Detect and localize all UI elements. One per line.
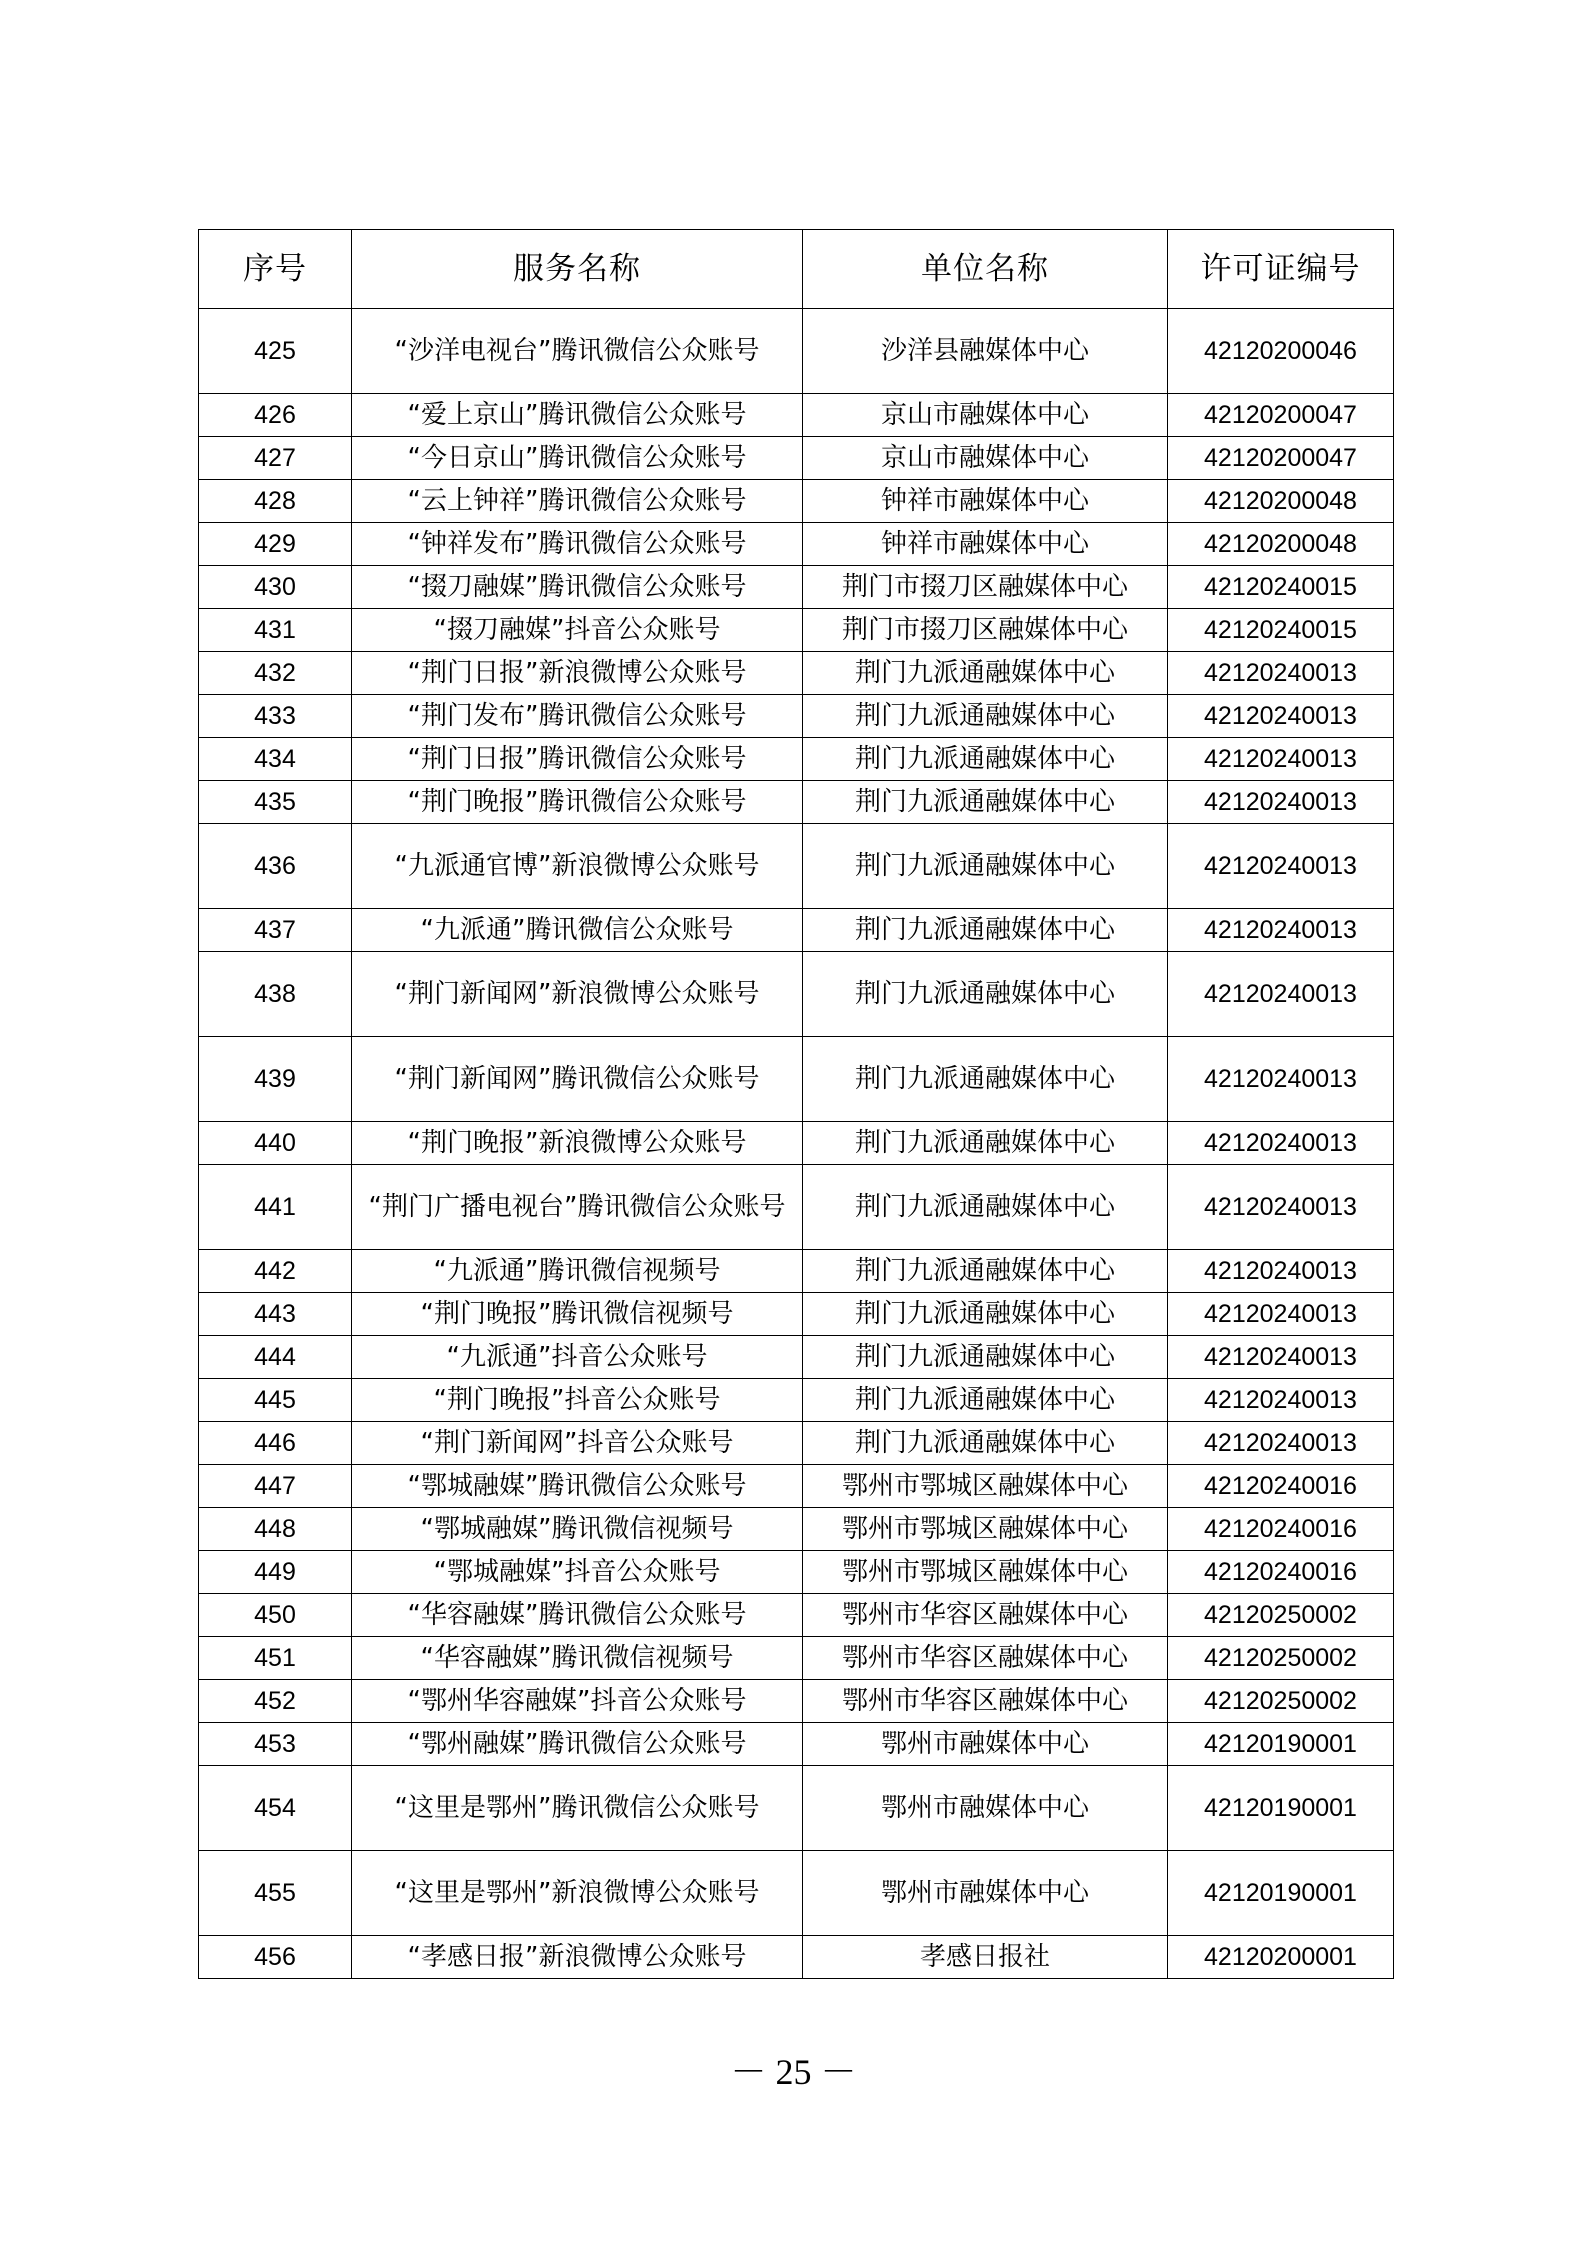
row-license-number: 42120240013 — [1168, 909, 1394, 952]
row-service-name: “这里是鄂州”新浪微博公众账号 — [352, 1851, 803, 1936]
table-row — [199, 309, 1394, 394]
row-license-number: 42120240013 — [1168, 1336, 1394, 1379]
row-unit-name: 鄂州市鄂城区融媒体中心 — [803, 1465, 1168, 1508]
table-row — [199, 695, 1394, 738]
row-serial-number: 437 — [199, 909, 352, 952]
row-serial-number: 449 — [199, 1551, 352, 1594]
table-row — [199, 1037, 1394, 1122]
table-row — [199, 1422, 1394, 1465]
table-row — [199, 523, 1394, 566]
row-serial-number: 428 — [199, 480, 352, 523]
row-service-name: “荆门日报”腾讯微信公众账号 — [352, 738, 803, 781]
table-row — [199, 394, 1394, 437]
row-service-name: “这里是鄂州”腾讯微信公众账号 — [352, 1766, 803, 1851]
row-license-number: 42120240013 — [1168, 738, 1394, 781]
row-serial-number: 435 — [199, 781, 352, 824]
table-row — [199, 1465, 1394, 1508]
row-unit-name: 荆门九派通融媒体中心 — [803, 781, 1168, 824]
table-row — [199, 1250, 1394, 1293]
row-license-number: 42120240016 — [1168, 1508, 1394, 1551]
table-row — [199, 1551, 1394, 1594]
row-serial-number: 444 — [199, 1336, 352, 1379]
row-license-number: 42120240015 — [1168, 609, 1394, 652]
row-license-number: 42120240013 — [1168, 1037, 1394, 1122]
row-serial-number: 453 — [199, 1723, 352, 1766]
table-row — [199, 1293, 1394, 1336]
row-service-name: “钟祥发布”腾讯微信公众账号 — [352, 523, 803, 566]
row-unit-name: 钟祥市融媒体中心 — [803, 480, 1168, 523]
row-license-number: 42120250002 — [1168, 1594, 1394, 1637]
row-serial-number: 442 — [199, 1250, 352, 1293]
row-serial-number: 446 — [199, 1422, 352, 1465]
row-unit-name: 荆门九派通融媒体中心 — [803, 1122, 1168, 1165]
row-license-number: 42120190001 — [1168, 1723, 1394, 1766]
row-unit-name: 京山市融媒体中心 — [803, 437, 1168, 480]
service-license-table — [198, 229, 1394, 1979]
row-unit-name: 鄂州市融媒体中心 — [803, 1766, 1168, 1851]
table-row — [199, 1637, 1394, 1680]
row-service-name: “沙洋电视台”腾讯微信公众账号 — [352, 309, 803, 394]
row-service-name: “荆门晚报”新浪微博公众账号 — [352, 1122, 803, 1165]
table-row — [199, 1723, 1394, 1766]
row-service-name: “荆门晚报”腾讯微信公众账号 — [352, 781, 803, 824]
header-service-name: 服务名称 — [352, 230, 803, 309]
row-unit-name: 京山市融媒体中心 — [803, 394, 1168, 437]
table-row — [199, 1936, 1394, 1979]
row-service-name: “云上钟祥”腾讯微信公众账号 — [352, 480, 803, 523]
table-row — [199, 609, 1394, 652]
table-row — [199, 1508, 1394, 1551]
row-unit-name: 荆门九派通融媒体中心 — [803, 1379, 1168, 1422]
row-serial-number: 434 — [199, 738, 352, 781]
row-unit-name: 孝感日报社 — [803, 1936, 1168, 1979]
table-row — [199, 781, 1394, 824]
row-service-name: “华容融媒”腾讯微信公众账号 — [352, 1594, 803, 1637]
row-service-name: “鄂城融媒”腾讯微信公众账号 — [352, 1465, 803, 1508]
row-service-name: “荆门晚报”腾讯微信视频号 — [352, 1293, 803, 1336]
row-service-name: “九派通”抖音公众账号 — [352, 1336, 803, 1379]
row-unit-name: 鄂州市融媒体中心 — [803, 1851, 1168, 1936]
row-license-number: 42120240016 — [1168, 1551, 1394, 1594]
row-service-name: “鄂城融媒”抖音公众账号 — [352, 1551, 803, 1594]
row-license-number: 42120240013 — [1168, 1122, 1394, 1165]
table-row — [199, 1336, 1394, 1379]
table-row — [199, 952, 1394, 1037]
row-license-number: 42120240013 — [1168, 652, 1394, 695]
row-unit-name: 荆门九派通融媒体中心 — [803, 1165, 1168, 1250]
row-license-number: 42120240013 — [1168, 1250, 1394, 1293]
row-service-name: “孝感日报”新浪微博公众账号 — [352, 1936, 803, 1979]
row-service-name: “荆门日报”新浪微博公众账号 — [352, 652, 803, 695]
table-row — [199, 1594, 1394, 1637]
row-unit-name: 荆门九派通融媒体中心 — [803, 824, 1168, 909]
table-row — [199, 1766, 1394, 1851]
row-serial-number: 455 — [199, 1851, 352, 1936]
row-serial-number: 430 — [199, 566, 352, 609]
row-unit-name: 荆门九派通融媒体中心 — [803, 652, 1168, 695]
row-license-number: 42120240013 — [1168, 1293, 1394, 1336]
row-serial-number: 439 — [199, 1037, 352, 1122]
row-unit-name: 荆门九派通融媒体中心 — [803, 1336, 1168, 1379]
row-license-number: 42120240013 — [1168, 1165, 1394, 1250]
table-body — [199, 309, 1394, 1979]
row-license-number: 42120190001 — [1168, 1851, 1394, 1936]
row-service-name: “九派通官博”新浪微博公众账号 — [352, 824, 803, 909]
page-number: － 25 － — [730, 2052, 857, 2092]
row-serial-number: 447 — [199, 1465, 352, 1508]
row-license-number: 42120240013 — [1168, 952, 1394, 1037]
row-unit-name: 荆门市掇刀区融媒体中心 — [803, 609, 1168, 652]
table-row — [199, 824, 1394, 909]
table-row — [199, 1680, 1394, 1723]
row-unit-name: 鄂州市华容区融媒体中心 — [803, 1594, 1168, 1637]
row-serial-number: 425 — [199, 309, 352, 394]
row-serial-number: 452 — [199, 1680, 352, 1723]
row-service-name: “掇刀融媒”腾讯微信公众账号 — [352, 566, 803, 609]
row-serial-number: 456 — [199, 1936, 352, 1979]
row-service-name: “荆门新闻网”腾讯微信公众账号 — [352, 1037, 803, 1122]
row-serial-number: 433 — [199, 695, 352, 738]
row-license-number: 42120240013 — [1168, 1422, 1394, 1465]
row-unit-name: 钟祥市融媒体中心 — [803, 523, 1168, 566]
row-service-name: “荆门晚报”抖音公众账号 — [352, 1379, 803, 1422]
row-unit-name: 荆门市掇刀区融媒体中心 — [803, 566, 1168, 609]
table-row — [199, 1379, 1394, 1422]
row-serial-number: 427 — [199, 437, 352, 480]
row-license-number: 42120200047 — [1168, 394, 1394, 437]
row-serial-number: 454 — [199, 1766, 352, 1851]
row-service-name: “掇刀融媒”抖音公众账号 — [352, 609, 803, 652]
row-service-name: “华容融媒”腾讯微信视频号 — [352, 1637, 803, 1680]
row-serial-number: 438 — [199, 952, 352, 1037]
table-row — [199, 1851, 1394, 1936]
row-serial-number: 451 — [199, 1637, 352, 1680]
row-license-number: 42120200047 — [1168, 437, 1394, 480]
table-row — [199, 437, 1394, 480]
row-unit-name: 鄂州市融媒体中心 — [803, 1723, 1168, 1766]
row-license-number: 42120190001 — [1168, 1766, 1394, 1851]
row-service-name: “九派通”腾讯微信视频号 — [352, 1250, 803, 1293]
row-unit-name: 鄂州市华容区融媒体中心 — [803, 1637, 1168, 1680]
header-serial-number: 序号 — [199, 230, 352, 309]
header-license-number: 许可证编号 — [1168, 230, 1394, 309]
row-serial-number: 436 — [199, 824, 352, 909]
row-service-name: “爱上京山”腾讯微信公众账号 — [352, 394, 803, 437]
row-unit-name: 荆门九派通融媒体中心 — [803, 1422, 1168, 1465]
row-serial-number: 443 — [199, 1293, 352, 1336]
row-unit-name: 荆门九派通融媒体中心 — [803, 738, 1168, 781]
row-service-name: “荆门广播电视台”腾讯微信公众账号 — [352, 1165, 803, 1250]
row-unit-name: 荆门九派通融媒体中心 — [803, 1293, 1168, 1336]
row-unit-name: 沙洋县融媒体中心 — [803, 309, 1168, 394]
row-unit-name: 荆门九派通融媒体中心 — [803, 1037, 1168, 1122]
row-license-number: 42120200046 — [1168, 309, 1394, 394]
row-license-number: 42120240013 — [1168, 695, 1394, 738]
row-service-name: “鄂州融媒”腾讯微信公众账号 — [352, 1723, 803, 1766]
row-license-number: 42120240013 — [1168, 1379, 1394, 1422]
header-unit-name: 单位名称 — [803, 230, 1168, 309]
row-serial-number: 448 — [199, 1508, 352, 1551]
row-unit-name: 荆门九派通融媒体中心 — [803, 909, 1168, 952]
row-service-name: “荆门新闻网”抖音公众账号 — [352, 1422, 803, 1465]
row-unit-name: 鄂州市鄂城区融媒体中心 — [803, 1551, 1168, 1594]
row-serial-number: 429 — [199, 523, 352, 566]
row-license-number: 42120200048 — [1168, 480, 1394, 523]
row-unit-name: 荆门九派通融媒体中心 — [803, 952, 1168, 1037]
table-header-row — [199, 230, 1394, 309]
row-serial-number: 440 — [199, 1122, 352, 1165]
table-row — [199, 909, 1394, 952]
row-service-name: “鄂州华容融媒”抖音公众账号 — [352, 1680, 803, 1723]
row-serial-number: 432 — [199, 652, 352, 695]
table-row — [199, 738, 1394, 781]
row-license-number: 42120240013 — [1168, 824, 1394, 909]
row-service-name: “荆门新闻网”新浪微博公众账号 — [352, 952, 803, 1037]
table-row — [199, 1165, 1394, 1250]
row-unit-name: 鄂州市华容区融媒体中心 — [803, 1680, 1168, 1723]
row-service-name: “今日京山”腾讯微信公众账号 — [352, 437, 803, 480]
table-row — [199, 480, 1394, 523]
row-service-name: “荆门发布”腾讯微信公众账号 — [352, 695, 803, 738]
row-unit-name: 荆门九派通融媒体中心 — [803, 695, 1168, 738]
row-unit-name: 鄂州市鄂城区融媒体中心 — [803, 1508, 1168, 1551]
row-license-number: 42120240015 — [1168, 566, 1394, 609]
row-license-number: 42120240013 — [1168, 781, 1394, 824]
row-service-name: “鄂城融媒”腾讯微信视频号 — [352, 1508, 803, 1551]
table-row — [199, 652, 1394, 695]
row-serial-number: 426 — [199, 394, 352, 437]
table-row — [199, 1122, 1394, 1165]
row-serial-number: 441 — [199, 1165, 352, 1250]
row-unit-name: 荆门九派通融媒体中心 — [803, 1250, 1168, 1293]
row-service-name: “九派通”腾讯微信公众账号 — [352, 909, 803, 952]
row-serial-number: 431 — [199, 609, 352, 652]
row-license-number: 42120250002 — [1168, 1680, 1394, 1723]
table-row — [199, 566, 1394, 609]
row-license-number: 42120240016 — [1168, 1465, 1394, 1508]
row-license-number: 42120200001 — [1168, 1936, 1394, 1979]
row-serial-number: 450 — [199, 1594, 352, 1637]
row-serial-number: 445 — [199, 1379, 352, 1422]
row-license-number: 42120200048 — [1168, 523, 1394, 566]
row-license-number: 42120250002 — [1168, 1637, 1394, 1680]
